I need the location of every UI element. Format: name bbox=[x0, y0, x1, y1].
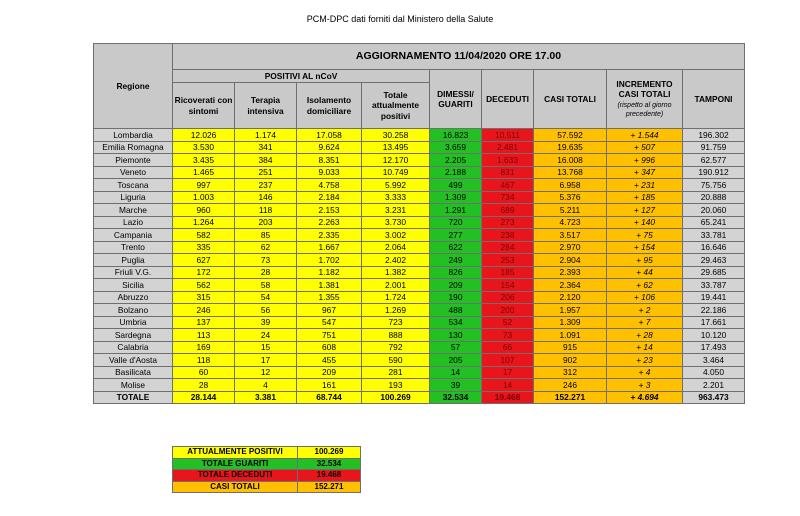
summary-row bbox=[173, 481, 361, 493]
discharged-cell: 2.205 bbox=[430, 154, 482, 167]
table-row bbox=[94, 166, 745, 179]
region-cell: Calabria bbox=[94, 341, 173, 354]
tests-cell: 33.787 bbox=[683, 279, 745, 292]
hospitalized-cell: 997 bbox=[173, 179, 235, 192]
table-row bbox=[94, 379, 745, 392]
tests-cell: 4.050 bbox=[683, 366, 745, 379]
discharged-cell: 249 bbox=[430, 254, 482, 267]
home-isolation-cell: 68.744 bbox=[297, 391, 362, 404]
summary-table bbox=[172, 446, 361, 493]
total-cases-cell: 2.364 bbox=[534, 279, 607, 292]
intensive-cell: 58 bbox=[235, 279, 297, 292]
deceased-cell: 253 bbox=[482, 254, 534, 267]
total-positive-cell: 13.495 bbox=[362, 141, 430, 154]
home-isolation-cell: 547 bbox=[297, 316, 362, 329]
home-isolation-cell: 1.182 bbox=[297, 266, 362, 279]
deceased-cell: 689 bbox=[482, 204, 534, 217]
total-cases-cell: 3.517 bbox=[534, 229, 607, 242]
home-isolation-cell: 1.381 bbox=[297, 279, 362, 292]
intensive-cell: 17 bbox=[235, 354, 297, 367]
increment-cell: + 44 bbox=[607, 266, 683, 279]
region-cell: Emilia Romagna bbox=[94, 141, 173, 154]
increment-cell: + 347 bbox=[607, 166, 683, 179]
region-cell: Basilicata bbox=[94, 366, 173, 379]
hospitalized-header: Ricoverati con sintomi bbox=[173, 83, 235, 129]
tests-cell: 17.661 bbox=[683, 316, 745, 329]
increment-cell: + 14 bbox=[607, 341, 683, 354]
summary-value: 152.271 bbox=[298, 481, 361, 493]
intensive-cell: 62 bbox=[235, 241, 297, 254]
total-positive-cell: 2.001 bbox=[362, 279, 430, 292]
tests-cell: 91.759 bbox=[683, 141, 745, 154]
intensive-cell: 28 bbox=[235, 266, 297, 279]
increment-cell: + 75 bbox=[607, 229, 683, 242]
region-cell: Sardegna bbox=[94, 329, 173, 342]
region-cell: Valle d'Aosta bbox=[94, 354, 173, 367]
hospitalized-cell: 582 bbox=[173, 229, 235, 242]
table-row bbox=[94, 179, 745, 192]
total-positive-cell: 3.333 bbox=[362, 191, 430, 204]
region-cell: Toscana bbox=[94, 179, 173, 192]
tests-cell: 29.463 bbox=[683, 254, 745, 267]
summary-row bbox=[173, 470, 361, 482]
home-isolation-cell: 2.263 bbox=[297, 216, 362, 229]
tests-cell: 65.241 bbox=[683, 216, 745, 229]
tests-cell: 20.888 bbox=[683, 191, 745, 204]
increment-cell: + 3 bbox=[607, 379, 683, 392]
hospitalized-cell: 60 bbox=[173, 366, 235, 379]
discharged-cell: 57 bbox=[430, 341, 482, 354]
region-cell: Liguria bbox=[94, 191, 173, 204]
intensive-cell: 73 bbox=[235, 254, 297, 267]
tests-cell: 20.060 bbox=[683, 204, 745, 217]
deceased-cell: 2.481 bbox=[482, 141, 534, 154]
table-row bbox=[94, 354, 745, 367]
total-positive-cell: 1.269 bbox=[362, 304, 430, 317]
hospitalized-cell: 3.530 bbox=[173, 141, 235, 154]
table-row bbox=[94, 254, 745, 267]
total-positive-cell: 792 bbox=[362, 341, 430, 354]
home-isolation-cell: 209 bbox=[297, 366, 362, 379]
hospitalized-cell: 1.003 bbox=[173, 191, 235, 204]
total-row bbox=[94, 391, 745, 404]
discharged-cell: 16.823 bbox=[430, 129, 482, 142]
total-positive-cell: 5.992 bbox=[362, 179, 430, 192]
tests-cell: 16.646 bbox=[683, 241, 745, 254]
region-cell: Veneto bbox=[94, 166, 173, 179]
intensive-cell: 39 bbox=[235, 316, 297, 329]
tests-cell: 190.912 bbox=[683, 166, 745, 179]
total-cases-cell: 312 bbox=[534, 366, 607, 379]
deceased-cell: 14 bbox=[482, 379, 534, 392]
covid-table bbox=[93, 43, 745, 404]
increment-cell: + 996 bbox=[607, 154, 683, 167]
hospitalized-cell: 137 bbox=[173, 316, 235, 329]
total-positive-cell: 3.002 bbox=[362, 229, 430, 242]
total-cases-cell: 152.271 bbox=[534, 391, 607, 404]
region-header: Regione bbox=[94, 44, 173, 129]
tests-cell: 963.473 bbox=[683, 391, 745, 404]
table-row bbox=[94, 316, 745, 329]
tests-cell: 196.302 bbox=[683, 129, 745, 142]
increment-cell: + 2 bbox=[607, 304, 683, 317]
increment-cell: + 231 bbox=[607, 179, 683, 192]
summary-label: TOTALE DECEDUTI bbox=[173, 470, 298, 482]
intensive-cell: 118 bbox=[235, 204, 297, 217]
tests-cell: 22.186 bbox=[683, 304, 745, 317]
hospitalized-cell: 1.264 bbox=[173, 216, 235, 229]
hospitalized-cell: 169 bbox=[173, 341, 235, 354]
table-row bbox=[94, 341, 745, 354]
total-positive-cell: 2.402 bbox=[362, 254, 430, 267]
total-cases-cell: 16.008 bbox=[534, 154, 607, 167]
tests-cell: 29.685 bbox=[683, 266, 745, 279]
hospitalized-cell: 1.465 bbox=[173, 166, 235, 179]
discharged-cell: 3.659 bbox=[430, 141, 482, 154]
table-row bbox=[94, 141, 745, 154]
deceased-cell: 154 bbox=[482, 279, 534, 292]
home-isolation-cell: 9.033 bbox=[297, 166, 362, 179]
home-isolation-cell: 751 bbox=[297, 329, 362, 342]
home-isolation-cell: 2.153 bbox=[297, 204, 362, 217]
hospitalized-cell: 335 bbox=[173, 241, 235, 254]
increment-label: INCREMENTO CASI TOTALI bbox=[616, 78, 673, 100]
tests-cell: 2.201 bbox=[683, 379, 745, 392]
update-header: AGGIORNAMENTO 11/04/2020 ORE 17.00 bbox=[173, 44, 745, 70]
deceased-header: DECEDUTI bbox=[482, 70, 534, 129]
intensive-cell: 54 bbox=[235, 291, 297, 304]
total-positive-cell: 3.231 bbox=[362, 204, 430, 217]
region-cell: Sicilia bbox=[94, 279, 173, 292]
intensive-cell: 3.381 bbox=[235, 391, 297, 404]
deceased-cell: 734 bbox=[482, 191, 534, 204]
discharged-cell: 1.309 bbox=[430, 191, 482, 204]
table-row bbox=[94, 291, 745, 304]
region-cell: Friuli V.G. bbox=[94, 266, 173, 279]
intensive-cell: 203 bbox=[235, 216, 297, 229]
tests-cell: 10.120 bbox=[683, 329, 745, 342]
table-row bbox=[94, 216, 745, 229]
total-positive-cell: 281 bbox=[362, 366, 430, 379]
increment-cell: + 1.544 bbox=[607, 129, 683, 142]
summary-label: ATTUALMENTE POSITIVI bbox=[173, 447, 298, 459]
discharged-cell: 534 bbox=[430, 316, 482, 329]
increment-cell: + 507 bbox=[607, 141, 683, 154]
total-cases-cell: 2.904 bbox=[534, 254, 607, 267]
deceased-cell: 273 bbox=[482, 216, 534, 229]
table-row bbox=[94, 129, 745, 142]
total-positive-cell: 1.724 bbox=[362, 291, 430, 304]
total-cases-cell: 57.592 bbox=[534, 129, 607, 142]
region-cell: Piemonte bbox=[94, 154, 173, 167]
tests-cell: 75.756 bbox=[683, 179, 745, 192]
tests-cell: 17.493 bbox=[683, 341, 745, 354]
total-cases-cell: 902 bbox=[534, 354, 607, 367]
deceased-cell: 200 bbox=[482, 304, 534, 317]
total-cases-cell: 915 bbox=[534, 341, 607, 354]
home-isolation-cell: 1.702 bbox=[297, 254, 362, 267]
hospitalized-cell: 28 bbox=[173, 379, 235, 392]
hospitalized-cell: 12.026 bbox=[173, 129, 235, 142]
hospitalized-cell: 113 bbox=[173, 329, 235, 342]
region-cell: TOTALE bbox=[94, 391, 173, 404]
discharged-cell: 190 bbox=[430, 291, 482, 304]
hospitalized-cell: 960 bbox=[173, 204, 235, 217]
total-cases-cell: 6.958 bbox=[534, 179, 607, 192]
tests-cell: 3.464 bbox=[683, 354, 745, 367]
increment-cell: + 154 bbox=[607, 241, 683, 254]
discharged-cell: 130 bbox=[430, 329, 482, 342]
positive-group-header: POSITIVI AL nCoV bbox=[173, 70, 430, 83]
total-positive-cell: 3.730 bbox=[362, 216, 430, 229]
region-cell: Molise bbox=[94, 379, 173, 392]
intensive-cell: 146 bbox=[235, 191, 297, 204]
deceased-cell: 66 bbox=[482, 341, 534, 354]
table-row bbox=[94, 154, 745, 167]
total-cases-cell: 2.120 bbox=[534, 291, 607, 304]
summary-value: 100.269 bbox=[298, 447, 361, 459]
increment-header bbox=[607, 70, 683, 129]
table-row bbox=[94, 229, 745, 242]
home-isolation-cell: 608 bbox=[297, 341, 362, 354]
intensive-cell: 56 bbox=[235, 304, 297, 317]
intensive-header: Terapia intensiva bbox=[235, 83, 297, 129]
summary-value: 32.534 bbox=[298, 458, 361, 470]
increment-note: (rispetto al giorno precedente) bbox=[617, 101, 672, 118]
hospitalized-cell: 28.144 bbox=[173, 391, 235, 404]
discharged-header: DIMESSI/ GUARITI bbox=[430, 70, 482, 129]
increment-cell: + 4 bbox=[607, 366, 683, 379]
home-isolation-cell: 1.355 bbox=[297, 291, 362, 304]
summary-label: CASI TOTALI bbox=[173, 481, 298, 493]
summary-label: TOTALE GUARITI bbox=[173, 458, 298, 470]
hospitalized-cell: 246 bbox=[173, 304, 235, 317]
table-row bbox=[94, 304, 745, 317]
discharged-cell: 488 bbox=[430, 304, 482, 317]
intensive-cell: 384 bbox=[235, 154, 297, 167]
region-cell: Trento bbox=[94, 241, 173, 254]
total-cases-cell: 1.309 bbox=[534, 316, 607, 329]
table-row bbox=[94, 329, 745, 342]
increment-cell: + 7 bbox=[607, 316, 683, 329]
increment-cell: + 62 bbox=[607, 279, 683, 292]
region-cell: Bolzano bbox=[94, 304, 173, 317]
total-cases-cell: 2.970 bbox=[534, 241, 607, 254]
total-positive-cell: 10.749 bbox=[362, 166, 430, 179]
table-row bbox=[94, 204, 745, 217]
deceased-cell: 185 bbox=[482, 266, 534, 279]
increment-cell: + 28 bbox=[607, 329, 683, 342]
total-positive-cell: 1.382 bbox=[362, 266, 430, 279]
region-cell: Campania bbox=[94, 229, 173, 242]
home-isolation-cell: 8.351 bbox=[297, 154, 362, 167]
hospitalized-cell: 172 bbox=[173, 266, 235, 279]
discharged-cell: 826 bbox=[430, 266, 482, 279]
home-isolation-cell: 9.624 bbox=[297, 141, 362, 154]
page-title: PCM-DPC dati forniti dal Ministero della Salute bbox=[306, 14, 494, 24]
discharged-cell: 14 bbox=[430, 366, 482, 379]
deceased-cell: 467 bbox=[482, 179, 534, 192]
table-row bbox=[94, 191, 745, 204]
total-positive-header: Totale attualmente positivi bbox=[362, 83, 430, 129]
total-cases-cell: 1.957 bbox=[534, 304, 607, 317]
discharged-cell: 32.534 bbox=[430, 391, 482, 404]
home-isolation-cell: 455 bbox=[297, 354, 362, 367]
total-cases-cell: 246 bbox=[534, 379, 607, 392]
deceased-cell: 17 bbox=[482, 366, 534, 379]
discharged-cell: 205 bbox=[430, 354, 482, 367]
table-row bbox=[94, 366, 745, 379]
deceased-cell: 10.511 bbox=[482, 129, 534, 142]
increment-cell: + 95 bbox=[607, 254, 683, 267]
total-cases-cell: 5.211 bbox=[534, 204, 607, 217]
total-cases-header: CASI TOTALI bbox=[534, 70, 607, 129]
total-positive-cell: 590 bbox=[362, 354, 430, 367]
intensive-cell: 237 bbox=[235, 179, 297, 192]
intensive-cell: 24 bbox=[235, 329, 297, 342]
deceased-cell: 1.633 bbox=[482, 154, 534, 167]
table-row bbox=[94, 241, 745, 254]
tests-cell: 19.441 bbox=[683, 291, 745, 304]
total-cases-cell: 4.723 bbox=[534, 216, 607, 229]
intensive-cell: 251 bbox=[235, 166, 297, 179]
increment-cell: + 23 bbox=[607, 354, 683, 367]
table-body bbox=[94, 129, 745, 404]
deceased-cell: 284 bbox=[482, 241, 534, 254]
discharged-cell: 277 bbox=[430, 229, 482, 242]
home-isolation-cell: 17.058 bbox=[297, 129, 362, 142]
home-isolation-header: Isolamento domiciliare bbox=[297, 83, 362, 129]
hospitalized-cell: 562 bbox=[173, 279, 235, 292]
total-positive-cell: 12.170 bbox=[362, 154, 430, 167]
region-cell: Puglia bbox=[94, 254, 173, 267]
deceased-cell: 107 bbox=[482, 354, 534, 367]
region-cell: Lombardia bbox=[94, 129, 173, 142]
total-cases-cell: 19.635 bbox=[534, 141, 607, 154]
hospitalized-cell: 118 bbox=[173, 354, 235, 367]
region-cell: Marche bbox=[94, 204, 173, 217]
summary-row bbox=[173, 458, 361, 470]
increment-cell: + 185 bbox=[607, 191, 683, 204]
tests-header: TAMPONI bbox=[683, 70, 745, 129]
total-cases-cell: 1.091 bbox=[534, 329, 607, 342]
region-cell: Umbria bbox=[94, 316, 173, 329]
home-isolation-cell: 4.758 bbox=[297, 179, 362, 192]
deceased-cell: 19.468 bbox=[482, 391, 534, 404]
home-isolation-cell: 2.335 bbox=[297, 229, 362, 242]
home-isolation-cell: 2.184 bbox=[297, 191, 362, 204]
total-positive-cell: 193 bbox=[362, 379, 430, 392]
increment-cell: + 127 bbox=[607, 204, 683, 217]
increment-cell: + 106 bbox=[607, 291, 683, 304]
home-isolation-cell: 161 bbox=[297, 379, 362, 392]
hospitalized-cell: 315 bbox=[173, 291, 235, 304]
increment-cell: + 4.694 bbox=[607, 391, 683, 404]
intensive-cell: 4 bbox=[235, 379, 297, 392]
deceased-cell: 206 bbox=[482, 291, 534, 304]
intensive-cell: 15 bbox=[235, 341, 297, 354]
discharged-cell: 1.291 bbox=[430, 204, 482, 217]
deceased-cell: 52 bbox=[482, 316, 534, 329]
table-row bbox=[94, 279, 745, 292]
intensive-cell: 1.174 bbox=[235, 129, 297, 142]
hospitalized-cell: 627 bbox=[173, 254, 235, 267]
home-isolation-cell: 967 bbox=[297, 304, 362, 317]
total-positive-cell: 888 bbox=[362, 329, 430, 342]
summary-value: 19.468 bbox=[298, 470, 361, 482]
discharged-cell: 622 bbox=[430, 241, 482, 254]
table-row bbox=[94, 266, 745, 279]
total-cases-cell: 5.376 bbox=[534, 191, 607, 204]
increment-cell: + 140 bbox=[607, 216, 683, 229]
total-positive-cell: 30.258 bbox=[362, 129, 430, 142]
home-isolation-cell: 1.667 bbox=[297, 241, 362, 254]
total-positive-cell: 723 bbox=[362, 316, 430, 329]
total-cases-cell: 2.393 bbox=[534, 266, 607, 279]
discharged-cell: 209 bbox=[430, 279, 482, 292]
total-cases-cell: 13.768 bbox=[534, 166, 607, 179]
deceased-cell: 831 bbox=[482, 166, 534, 179]
discharged-cell: 720 bbox=[430, 216, 482, 229]
region-cell: Abruzzo bbox=[94, 291, 173, 304]
discharged-cell: 499 bbox=[430, 179, 482, 192]
tests-cell: 33.781 bbox=[683, 229, 745, 242]
total-positive-cell: 2.064 bbox=[362, 241, 430, 254]
intensive-cell: 341 bbox=[235, 141, 297, 154]
tests-cell: 62.577 bbox=[683, 154, 745, 167]
discharged-cell: 39 bbox=[430, 379, 482, 392]
hospitalized-cell: 3.435 bbox=[173, 154, 235, 167]
summary-row bbox=[173, 447, 361, 459]
discharged-cell: 2.188 bbox=[430, 166, 482, 179]
intensive-cell: 85 bbox=[235, 229, 297, 242]
deceased-cell: 73 bbox=[482, 329, 534, 342]
deceased-cell: 238 bbox=[482, 229, 534, 242]
intensive-cell: 12 bbox=[235, 366, 297, 379]
region-cell: Lazio bbox=[94, 216, 173, 229]
total-positive-cell: 100.269 bbox=[362, 391, 430, 404]
